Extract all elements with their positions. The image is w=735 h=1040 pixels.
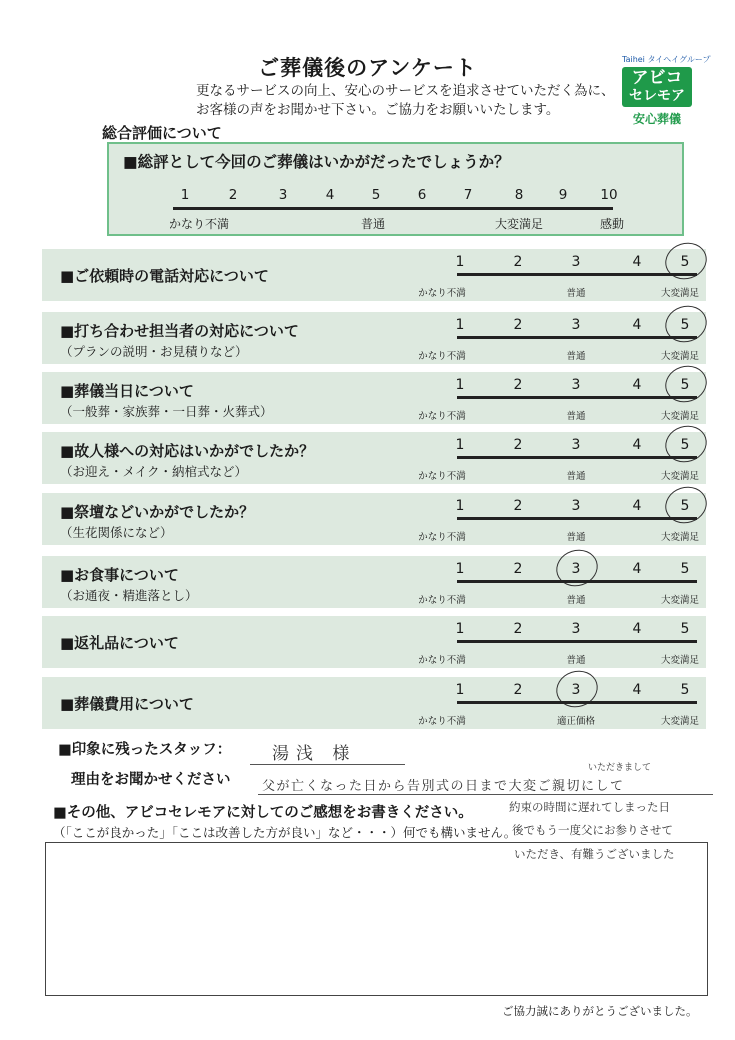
rating-option-5[interactable]: 5 [680,682,690,698]
logo-name-line-1: アビコ [631,68,683,88]
rating-option-5[interactable]: 5 [680,254,690,270]
rating-option-4[interactable]: 4 [632,561,642,577]
selected-rating-circle [660,237,711,284]
question-title: ■祭壇などいかがでしたか？ [60,503,255,521]
rating-option-2[interactable]: 2 [513,317,523,333]
selected-rating-circle [660,360,711,407]
reason-answer[interactable]: 父が亡くなった日から告別式の日まで大変ご親切にして [262,779,625,794]
rating-scale-label: かなり不満 [418,532,466,543]
question-row [42,677,706,729]
rating-option-4[interactable]: 4 [632,377,642,393]
rating-scale-label: 大変満足 [660,351,700,362]
question-subtitle: （お通夜・精進落とし） [60,588,198,603]
staff-label: ■印象に残ったスタッフ： [58,742,232,758]
comment-line-1: 約束の時間に遅れてしまった日 [509,800,670,814]
survey-intro [196,82,615,120]
rating-option-5[interactable]: 5 [680,317,690,333]
rating-option-3[interactable]: 3 [571,437,581,453]
rating-scale-label: かなり不満 [418,655,466,666]
thank-you-note: ご協力誠にありがとうございました。 [502,1004,698,1018]
rating-option-1[interactable]: 1 [455,682,465,698]
overall-scale-line [173,207,613,210]
question-row [42,432,706,484]
rating-scale-label: 大変満足 [660,532,700,543]
rating-scale-label: かなり不満 [418,351,466,362]
rating-scale-line [457,517,697,520]
rating-option-1[interactable]: 1 [455,377,465,393]
overall-section-heading: 総合評価について [102,124,222,142]
overall-scale-10[interactable]: 10 [600,187,618,203]
rating-scale-label: 普通 [566,532,586,543]
rating-scale-line [457,640,697,643]
rating-option-3[interactable]: 3 [571,254,581,270]
question-title: ■葬儀費用について [60,695,194,713]
rating-scale-label: 普通 [566,471,586,482]
staff-answer-line [250,764,405,765]
overall-scale-9[interactable]: 9 [558,187,568,203]
rating-option-2[interactable]: 2 [513,437,523,453]
question-subtitle: （お迎え・メイク・納棺式など） [60,464,248,479]
rating-scale-label: 普通 [566,351,586,362]
question-title: ■お食事について [60,566,179,584]
overall-scale-8[interactable]: 8 [514,187,524,203]
rating-option-3[interactable]: 3 [571,561,581,577]
overall-scale-label: かなり不満 [168,217,230,231]
question-title: ■ご依頼時の電話対応について [60,267,269,285]
rating-option-4[interactable]: 4 [632,437,642,453]
rating-option-5[interactable]: 5 [680,561,690,577]
rating-scale-label: 普通 [566,411,586,422]
rating-option-2[interactable]: 2 [513,682,523,698]
rating-option-4[interactable]: 4 [632,254,642,270]
question-row [42,372,706,424]
rating-option-3[interactable]: 3 [571,377,581,393]
overall-scale-4[interactable]: 4 [325,187,335,203]
rating-option-5[interactable]: 5 [680,621,690,637]
selected-rating-circle [551,665,602,712]
rating-scale-line [457,456,697,459]
rating-scale-label: かなり不満 [418,716,466,727]
other-comments-subheading: （「ここが良かった」「ここは改善した方が良い」など・・・）何でも構いません。 [53,825,517,840]
overall-scale-7[interactable]: 7 [463,187,473,203]
survey-title: ご葬儀後のアンケート [258,56,477,80]
rating-option-2[interactable]: 2 [513,561,523,577]
question-subtitle: （生花関係になど） [60,525,173,540]
company-logo [622,54,711,127]
logo-mark [622,67,692,107]
question-title: ■葬儀当日について [60,382,194,400]
rating-option-5[interactable]: 5 [680,437,690,453]
rating-scale-label: かなり不満 [418,411,466,422]
intro-line-2: お客様の声をお聞かせ下さい。ご協力をお願いいたします。 [196,102,560,118]
rating-option-1[interactable]: 1 [455,621,465,637]
rating-option-4[interactable]: 4 [632,498,642,514]
rating-scale-label: 大変満足 [660,288,700,299]
rating-option-1[interactable]: 1 [455,437,465,453]
selected-rating-circle [660,481,711,528]
rating-scale-label: かなり不満 [418,471,466,482]
rating-option-2[interactable]: 2 [513,621,523,637]
other-comments-heading: ■その他、アビコセレモアに対してのご感想をお書きください。 [53,805,473,821]
overall-scale-6[interactable]: 6 [417,187,427,203]
rating-scale-label: 大変満足 [660,595,700,606]
question-row [42,249,706,301]
rating-scale-line [457,580,697,583]
rating-scale-label: 大変満足 [660,411,700,422]
rating-option-1[interactable]: 1 [455,561,465,577]
rating-option-3[interactable]: 3 [571,621,581,637]
rating-scale-line [457,701,697,704]
selected-rating-circle [660,300,711,347]
overall-scale-5[interactable]: 5 [371,187,381,203]
staff-name-answer[interactable]: 湯浅 様 [272,744,357,764]
rating-option-5[interactable]: 5 [680,498,690,514]
question-subtitle: （一般葬・家族葬・一日葬・火葬式） [60,404,273,419]
question-subtitle: （プランの説明・お見積りなど） [60,344,248,359]
rating-scale-label: 適正価格 [556,716,596,727]
rating-option-3[interactable]: 3 [571,317,581,333]
question-title: ■故人様への対応はいかがでしたか？ [60,442,315,460]
overall-scale-3[interactable]: 3 [278,187,288,203]
rating-scale-line [457,336,697,339]
rating-option-1[interactable]: 1 [455,317,465,333]
selected-rating-circle [660,420,711,467]
rating-scale-label: 普通 [566,655,586,666]
rating-scale-label: 普通 [566,288,586,299]
rating-option-3[interactable]: 3 [571,682,581,698]
overall-scale-label: 普通 [360,217,386,231]
intro-line-1: 更なるサービスの向上、安心のサービスを追求させていただく為に、 [196,83,615,99]
rating-option-4[interactable]: 4 [632,317,642,333]
overall-scale-label: 感動 [599,217,625,231]
overall-question: ■総評として今回のご葬儀はいかがだったでしょうか？ [123,153,510,171]
comment-line-3: いただき、有難うございました [514,847,675,861]
reason-label: 理由をお聞かせください [71,772,231,788]
logo-tagline: 安心葬儀 [632,112,681,126]
question-row [42,556,706,608]
rating-option-5[interactable]: 5 [680,377,690,393]
rating-scale-label: 普通 [566,595,586,606]
logo-name-line-2: セレモア [629,88,685,104]
overall-scale-1[interactable]: 1 [180,187,190,203]
rating-option-1[interactable]: 1 [455,254,465,270]
overall-rating-panel [107,142,684,236]
logo-group-name: Taihei タイヘイグループ [622,55,711,64]
rating-option-2[interactable]: 2 [513,254,523,270]
reason-answer-line [258,794,713,795]
rating-scale-label: かなり不満 [418,288,466,299]
rating-scale-line [457,273,697,276]
rating-scale-label: 大変満足 [660,655,700,666]
comment-line-2: 後でもう一度父にお参りさせて [512,823,673,837]
question-title: ■返礼品について [60,634,179,652]
rating-option-4[interactable]: 4 [632,682,642,698]
rating-option-2[interactable]: 2 [513,498,523,514]
overall-scale-label: 大変満足 [494,217,544,231]
rating-option-4[interactable]: 4 [632,621,642,637]
rating-option-1[interactable]: 1 [455,498,465,514]
comment-box[interactable] [45,842,708,996]
question-row [42,616,706,668]
selected-rating-circle [551,544,602,591]
rating-scale-label: 大変満足 [660,471,700,482]
rating-scale-line [457,396,697,399]
question-title: ■打ち合わせ担当者の対応について [60,322,299,340]
question-row [42,493,706,545]
rating-option-2[interactable]: 2 [513,377,523,393]
rating-scale-label: 大変満足 [660,716,700,727]
reason-answer-continuation: いただきまして [588,763,652,773]
rating-option-3[interactable]: 3 [571,498,581,514]
overall-scale-2[interactable]: 2 [228,187,238,203]
rating-scale-label: かなり不満 [418,595,466,606]
question-row [42,312,706,364]
